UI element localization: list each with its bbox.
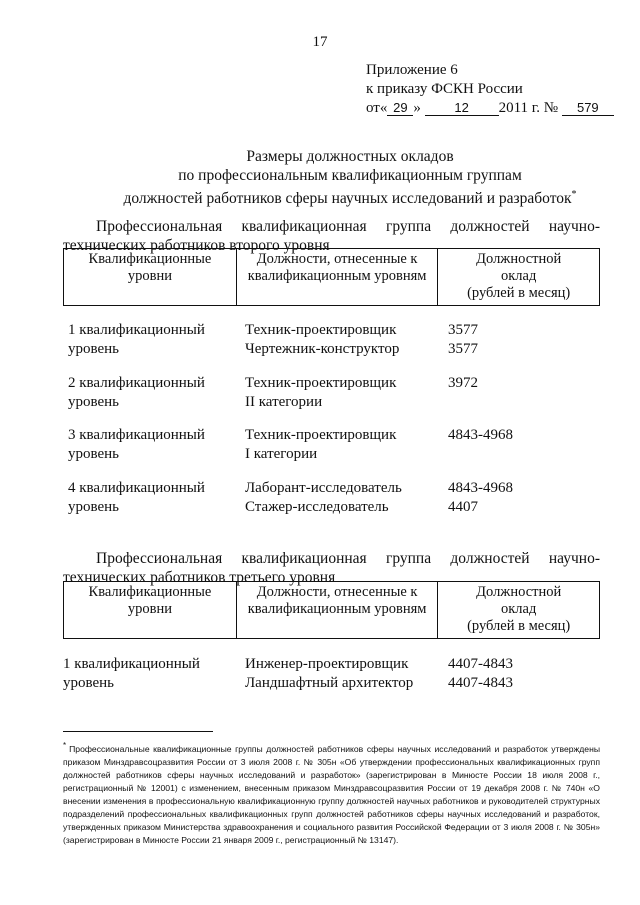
footnote	[63, 739, 600, 847]
page-number: 17	[312, 34, 328, 50]
appendix-date-line	[366, 99, 626, 118]
table-row-salary: 4407-4843 4407-4843	[448, 656, 513, 691]
order-day: 29	[387, 100, 413, 116]
title-line-2: по профессиональным квалификационным группам	[178, 167, 522, 184]
table-row-salary: 3577 3577	[448, 322, 478, 357]
footnote-divider	[63, 731, 213, 732]
table-row-positions: Лаборант-исследователь Стажер-исследователь	[245, 480, 402, 515]
heading-word: должностей	[450, 550, 530, 567]
close-quote: »	[413, 100, 421, 116]
header-positions: Должности, отнесенные к квалификационным уровням	[236, 249, 438, 306]
table-row-positions: Техник-проектировщик I категории	[245, 427, 397, 462]
heading-word: квалификационная	[241, 218, 367, 235]
heading-word: Профессиональная	[96, 550, 223, 567]
appendix-block	[366, 61, 626, 118]
title-line-1: Размеры должностных окладов	[246, 148, 454, 165]
group1-heading-line2: технических работников второго уровня	[63, 237, 330, 254]
order-number: 579	[562, 100, 614, 116]
appendix-title: Приложение 6	[366, 62, 458, 78]
heading-word: научно-	[548, 550, 600, 567]
order-year: 2011 г.	[498, 100, 541, 116]
table-row-level: 1 квалификационный уровень	[68, 322, 205, 357]
header-positions: Должности, отнесенные к квалификационным уровням	[236, 582, 438, 639]
table-row-salary: 4843-4968 4407	[448, 480, 513, 515]
number-label: №	[543, 100, 559, 116]
order-month: 12	[425, 100, 499, 116]
footnote-text: Профессиональные квалификационные группы должностей работников сферы научных исследований и разработок утверждены приказом Минздравсоцразвития России от 3 июля 2008 г. № 305н «Об утверждении профессиональных квалификационных групп должностей работников сферы научных исследований и разработок» (зарегистрирован в Минюсте России 18 июля 2008 г., регистрационный № 12001) с изменением, внесенным приказом Минздравсоцразвития России от 19 декабря 2008 г. № 740н «О внесении изменения в профессиональную квалификационную группу должностей научных работников и руководителей структурных подразделений профессиональных квалификационных групп должностей работников сферы научных исследований и разработок, утвержденных приказом Министерства здравоохранения и социального развития Российской Федерации от 3 июля 2008 г. № 305н» (зарегистрирован в Минюсте России 21 января 2009 г., регистрационный № 13147).	[63, 743, 600, 845]
table-row-level: 3 квалификационный уровень	[68, 427, 205, 462]
heading-word: научно-	[548, 218, 600, 235]
appendix-order-ref: к приказу ФСКН России	[366, 81, 523, 97]
header-salary: Должностной оклад (рублей в месяц)	[438, 249, 600, 306]
heading-word: Профессиональная	[96, 218, 223, 235]
footnote-mark: *	[63, 741, 67, 750]
table-row-level: 1 квалификационный уровень	[63, 656, 200, 691]
table-row-level: 2 квалификационный уровень	[68, 375, 205, 410]
table-row-salary: 4843-4968	[448, 427, 513, 443]
group1-header-table	[63, 248, 600, 306]
header-levels: Квалификационные уровни	[64, 249, 237, 306]
title-line-3: должностей работников сферы научных исследований и разработок*	[123, 189, 577, 208]
heading-word: группа	[385, 550, 432, 567]
document-title	[0, 147, 640, 208]
table-row-level: 4 квалификационный уровень	[68, 480, 205, 515]
table-row-positions: Инженер-проектировщик Ландшафтный архитектор	[245, 656, 414, 691]
group2-heading-line2: технических работников третьего уровня	[63, 569, 336, 586]
table-row-salary: 3972	[448, 375, 478, 391]
open-quote: «	[379, 100, 388, 116]
table-header-row	[64, 249, 600, 306]
heading-word: квалификационная	[241, 550, 367, 567]
heading-word: должностей	[450, 218, 530, 235]
table-row-positions: Техник-проектировщик II категории	[245, 375, 397, 410]
group2-header-table	[63, 581, 600, 639]
title-footnote-mark: *	[571, 189, 577, 200]
table-row-positions: Техник-проектировщик Чертежник-конструктор	[245, 322, 400, 357]
heading-word: группа	[385, 218, 432, 235]
table-header-row	[64, 582, 600, 639]
header-levels: Квалификационные уровни	[64, 582, 237, 639]
header-salary: Должностной оклад (рублей в месяц)	[438, 582, 600, 639]
date-prefix: от	[366, 100, 380, 116]
